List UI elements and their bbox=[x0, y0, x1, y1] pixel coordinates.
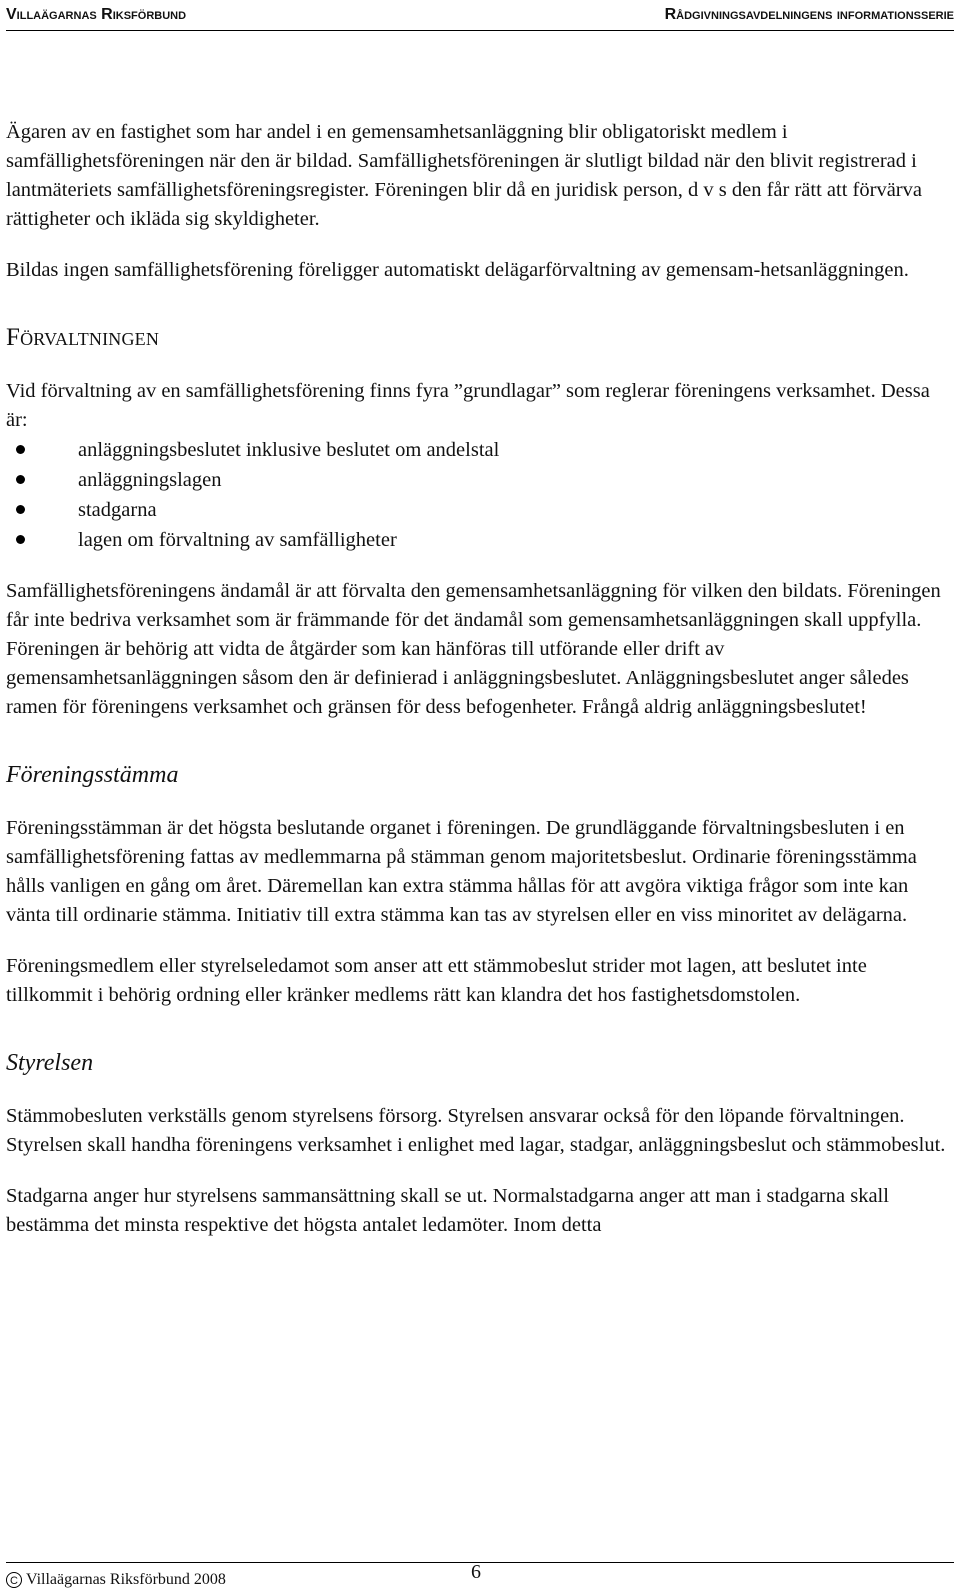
paragraph-styrelsen: Stämmobesluten verkställs genom styrelsens försorg. Styrelsen ansvarar också för den löpande förvaltningen. Styrelsen skall handha föreningens verksamhet i enlighet med lagar, stadgar, anläggningsbeslut och stämmobeslut. bbox=[6, 1105, 946, 1156]
header-right-title: Rådgivningsavdelningens informationsserie bbox=[664, 6, 954, 23]
paragraph-stadgarna: Stadgarna anger hur styrelsens sammansättning skall se ut. Normalstadgarna anger att man i stadgarna skall bestämma det minsta respektive det högsta antalet ledamöter. Inom detta bbox=[6, 1185, 889, 1236]
heading-foreningsstamma: Föreningsstämma bbox=[6, 762, 179, 788]
paragraph-membership: Ägaren av en fastighet som har andel i en gemensamhetsanläggning blir obligatoriskt medlem i samfällighetsföreningen när den är bildad. Samfällighetsföreningen är slutligt bildad när den blivit registrerad i lantmäteriets samfällighetsföreningsregister. Föreningen blir då en juridisk person, d v s den får rätt att förvärva rättigheter och ikläda sig skyldigheter. bbox=[6, 121, 922, 230]
paragraph-grundlagar: Vid förvaltning av en samfällighetsförening finns fyra ”grundlagar” som reglerar föreningens verksamhet. Dessa är: bbox=[6, 380, 930, 431]
bullet-icon bbox=[16, 475, 25, 484]
document-body bbox=[6, 118, 954, 1240]
paragraph-klander: Föreningsmedlem eller styrelseledamot som anser att ett stämmobeslut strider mot lagen, att beslutet inte tillkommit i behörig ordning eller kränker medlems rätt kan klandra det hos fastighetsdomstolen. bbox=[6, 955, 867, 1006]
paragraph-stamma: Föreningsstämman är det högsta beslutande organet i föreningen. De grundläggande förvaltningsbesluten i en samfällighetsförening fattas av medlemmarna på stämman genom majoritetsbeslut. Ordinarie föreningsstämma hålls vanligen en gång om året. Däremellan kan extra stämma hållas för att avgöra viktiga frågor som inte kan vänta till ordinarie stämma. Initiativ till extra stämma kan tas av styrelsen eller en viss minoritet av delägarna. bbox=[6, 817, 917, 926]
page-number: 6 bbox=[471, 1561, 481, 1583]
footer-copyright bbox=[6, 1571, 226, 1589]
page-header bbox=[6, 0, 954, 31]
bullet-icon bbox=[16, 445, 25, 454]
list-item: stadgarna bbox=[6, 495, 954, 525]
copyright-icon: C bbox=[6, 1572, 22, 1588]
heading-forvaltningen: Förvaltningen bbox=[6, 324, 160, 351]
bullet-list-grundlagar bbox=[6, 435, 954, 555]
heading-styrelsen: Styrelsen bbox=[6, 1050, 94, 1076]
bullet-icon bbox=[16, 505, 25, 514]
list-item: anläggningslagen bbox=[6, 465, 954, 495]
copyright-text: Villaägarnas Riksförbund 2008 bbox=[26, 1571, 226, 1588]
list-item: anläggningsbeslutet inklusive beslutet om andelstal bbox=[6, 435, 954, 465]
bullet-icon bbox=[16, 535, 25, 544]
header-left-title: Villaägarnas Riksförbund bbox=[6, 6, 187, 23]
paragraph-andamal: Samfällighetsföreningens ändamål är att förvalta den gemensamhetsanläggning för vilken den bildats. Föreningen får inte bedriva verksamhet som är främmande för det ändamål som gemensamhetsanläggningen skall uppfylla. Föreningen är behörig att vidta de åtgärder som kan hänföras till utförande eller drift av gemensamhetsanläggningen såsom den är definierad i anläggningsbeslutet. Anläggningsbeslutet anger således ramen för föreningens verksamhet och gränsen för dess befogenheter. Frångå aldrig anläggningsbeslutet! bbox=[6, 580, 941, 718]
list-item: lagen om förvaltning av samfälligheter bbox=[6, 525, 954, 555]
paragraph-delagarforvaltning: Bildas ingen samfällighetsförening föreligger automatiskt delägarförvaltning av gemensam-hetsanläggningen. bbox=[6, 259, 909, 281]
page-footer bbox=[6, 1562, 954, 1593]
